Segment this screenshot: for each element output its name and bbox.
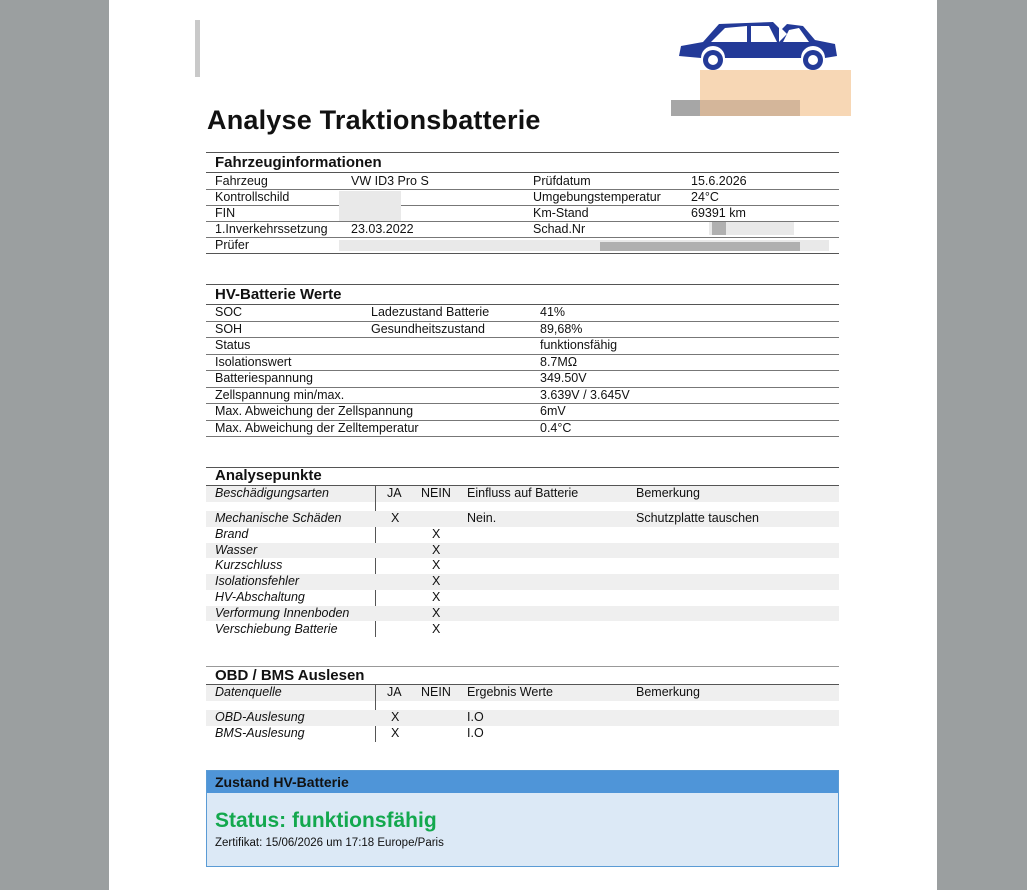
redacted-pruefer <box>600 242 800 251</box>
hv-value-row <box>206 305 839 322</box>
hv-value-row <box>206 421 839 438</box>
label-fin: FIN <box>215 206 236 220</box>
hv-value: 349.50V <box>540 371 587 385</box>
analysis-row <box>206 543 839 559</box>
status-box <box>206 770 839 867</box>
hv-description: Ladezustand Batterie <box>371 305 490 319</box>
status-header <box>207 771 838 793</box>
nein-mark: X <box>432 574 441 589</box>
analysis-row <box>206 558 839 574</box>
hv-label: Batteriespannung <box>215 371 313 385</box>
obd-row <box>206 710 839 726</box>
data-source: OBD-Auslesung <box>215 710 305 724</box>
damage-type: Kurzschluss <box>215 558 283 573</box>
damage-type: Mechanische Schäden <box>215 511 342 525</box>
section-rule <box>206 284 839 285</box>
analysis-row <box>206 511 839 527</box>
vehicle-row <box>206 190 839 206</box>
obd-row <box>206 726 839 742</box>
damage-type: Verschiebung Batterie <box>215 621 338 636</box>
redacted-kontrollschild <box>339 191 401 221</box>
report-page <box>109 0 937 890</box>
col-ergebnis: Ergebnis Werte <box>467 685 553 699</box>
ergebnis-value: I.O <box>467 726 484 740</box>
obd-header-row <box>206 685 839 701</box>
hv-value: 8.7MΩ <box>540 354 578 369</box>
label-erstzulassung: 1.Inverkehrssetzung <box>215 222 328 236</box>
einfluss-value: Nein. <box>467 511 497 525</box>
analysis-header-row <box>206 486 839 502</box>
col-bemerkung: Bemerkung <box>636 486 700 500</box>
ergebnis-value: I.O <box>467 710 484 724</box>
obd-heading: OBD / BMS Auslesen <box>215 667 365 684</box>
status-text: Status: funktionsfähig <box>215 809 437 832</box>
hv-value: 3.639V / 3.645V <box>540 387 630 402</box>
col-einfluss: Einfluss auf Batterie <box>467 486 579 500</box>
value-erstzulassung: 23.03.2022 <box>351 222 414 236</box>
hv-label: Zellspannung min/max. <box>215 387 345 402</box>
data-source: BMS-Auslesung <box>215 726 305 740</box>
label-umgebungstemperatur: Umgebungstemperatur <box>533 190 661 204</box>
nein-mark: X <box>432 621 441 636</box>
hv-value: 89,68% <box>540 321 583 336</box>
label-fahrzeug: Fahrzeug <box>215 174 268 188</box>
hv-value: 6mV <box>540 404 566 418</box>
hv-values-heading: HV-Batterie Werte <box>215 286 342 303</box>
damage-type: Verformung Innenboden <box>215 605 350 620</box>
hv-label: Max. Abweichung der Zelltemperatur <box>215 420 419 435</box>
hv-label: SOC <box>215 305 243 319</box>
value-km-stand: 69391 km <box>691 206 746 220</box>
page-title: Analyse Traktionsbatterie <box>207 105 541 135</box>
value-pruefdatum: 15.6.2026 <box>691 174 747 188</box>
analysis-row <box>206 574 839 590</box>
nein-mark: X <box>432 558 441 573</box>
redacted-schad-nr <box>712 222 726 235</box>
value-fahrzeug: VW ID3 Pro S <box>351 174 429 188</box>
analysis-row <box>206 590 839 606</box>
nein-mark: X <box>432 605 441 620</box>
col-ja: JA <box>387 486 402 500</box>
section-rule <box>206 172 839 173</box>
nein-mark: X <box>432 542 441 557</box>
hv-value-row <box>206 322 839 339</box>
col-datenquelle: Datenquelle <box>215 685 282 699</box>
hv-value: 41% <box>540 305 566 319</box>
col-nein: NEIN <box>421 486 451 500</box>
damage-type: Isolationsfehler <box>215 574 300 589</box>
vehicle-row <box>206 174 839 190</box>
hv-value-row <box>206 355 839 372</box>
col-beschaedigungsarten: Beschädigungsarten <box>215 486 329 500</box>
col-nein: NEIN <box>421 685 451 699</box>
left-accent-bar <box>195 20 200 77</box>
damage-type: Brand <box>215 526 249 541</box>
label-pruefer: Prüfer <box>215 238 250 252</box>
value-umgebungstemperatur: 24°C <box>691 190 719 204</box>
status-heading: Zustand HV-Batterie <box>215 774 349 790</box>
ja-mark: X <box>391 511 400 525</box>
hv-value-row <box>206 404 839 421</box>
nein-mark: X <box>432 590 441 604</box>
vehicle-info-heading: Fahrzeuginformationen <box>215 154 382 171</box>
col-bemerkung: Bemerkung <box>636 685 700 699</box>
analysis-row <box>206 622 839 638</box>
ja-mark: X <box>391 726 400 740</box>
analysis-heading: Analysepunkte <box>215 467 322 484</box>
label-kontrollschild: Kontrollschild <box>215 190 290 204</box>
hv-description: Gesundheitszustand <box>371 321 485 336</box>
col-ja: JA <box>387 685 402 699</box>
ja-mark: X <box>391 710 400 724</box>
hv-value-row <box>206 338 839 355</box>
hv-label: Isolationswert <box>215 354 292 369</box>
hv-value-row <box>206 388 839 405</box>
label-schad-nr: Schad.Nr <box>533 222 586 236</box>
damage-type: Wasser <box>215 542 258 557</box>
nein-mark: X <box>432 526 441 541</box>
analysis-row <box>206 606 839 622</box>
car-icon <box>675 18 839 74</box>
label-km-stand: Km-Stand <box>533 206 589 220</box>
hv-value: 0.4°C <box>540 420 572 435</box>
bemerkung-value: Schutzplatte tauschen <box>636 511 759 525</box>
label-pruefdatum: Prüfdatum <box>533 174 591 188</box>
hv-label: Status <box>215 338 251 352</box>
vehicle-row <box>206 206 839 222</box>
damage-type: HV-Abschaltung <box>215 590 305 604</box>
section-rule <box>206 152 839 153</box>
hv-value: funktionsfähig <box>540 338 618 352</box>
redacted-block <box>700 100 800 116</box>
hv-value-row <box>206 371 839 388</box>
analysis-row <box>206 527 839 543</box>
hv-label: SOH <box>215 321 243 336</box>
hv-label: Max. Abweichung der Zellspannung <box>215 404 414 418</box>
certificate-text: Zertifikat: 15/06/2026 um 17:18 Europe/Paris <box>215 837 444 849</box>
